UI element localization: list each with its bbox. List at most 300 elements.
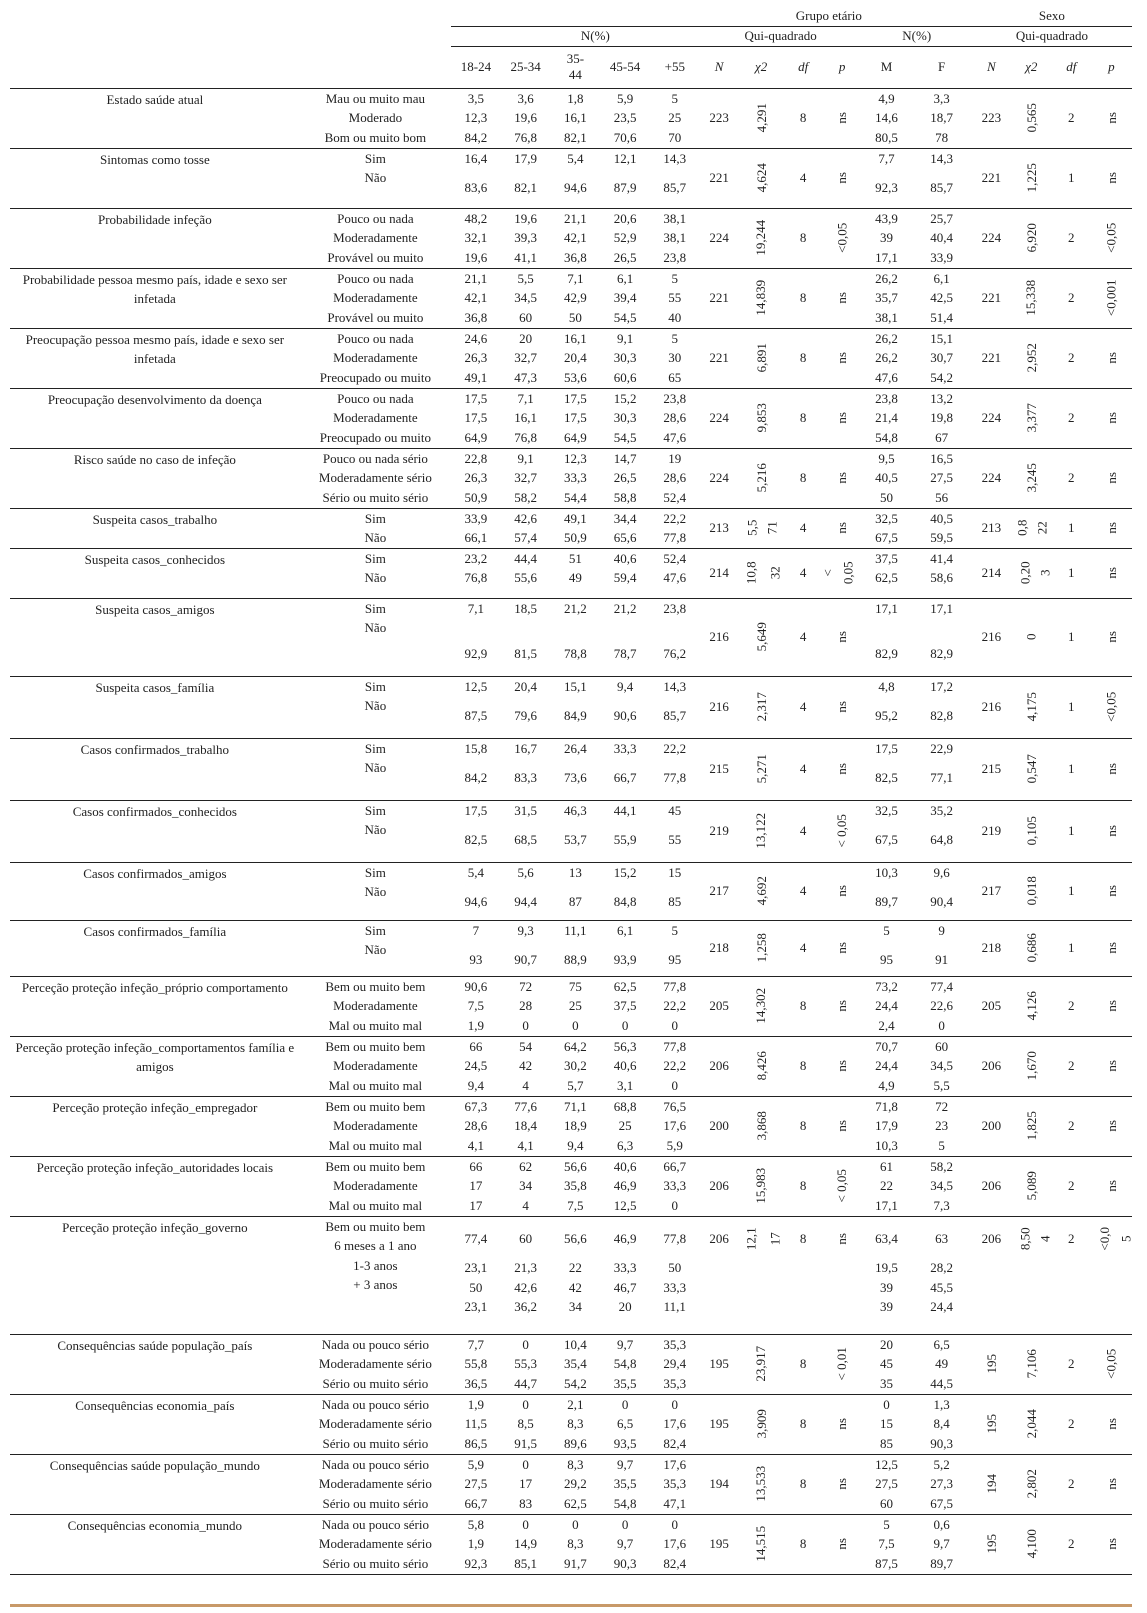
col-25-34: 25-34 [510, 59, 541, 74]
sex-stat-chi2-cell [1011, 1514, 1052, 1574]
sex-stat-df: 2 [1068, 350, 1075, 366]
age-stat-p-cell [823, 388, 862, 448]
age-value-cell [650, 862, 700, 920]
sex-stat-df: 2 [1068, 470, 1075, 486]
age-value: 11,5 [464, 1416, 488, 1432]
sex-value: 18,7 [930, 110, 953, 126]
category-list [300, 862, 451, 920]
sex-stat-chi2: 0 [1023, 633, 1039, 641]
col-35-44-bottom: 44 [568, 67, 582, 82]
sex-stat-df: 1 [1068, 883, 1075, 899]
age-value: 62,5 [613, 978, 637, 994]
sex-stat-n-cell [972, 738, 1011, 800]
sex-value-cell [862, 1036, 912, 1096]
sex-value: 67,5 [875, 530, 898, 546]
age-value: 53,7 [563, 832, 587, 848]
age-stat-chi2: 19,244 [753, 220, 769, 256]
variable-name [10, 1156, 300, 1216]
age-value: 0 [671, 1077, 679, 1093]
sex-stat-chi2-cell [1011, 548, 1052, 598]
category-label: Pouco ou nada [337, 390, 414, 406]
sex-stat-df: 1 [1068, 170, 1075, 186]
age-value: 44,4 [514, 550, 538, 566]
age-value: 14,7 [613, 450, 637, 466]
age-value: 15 [668, 864, 682, 880]
sex-stat-p-cell [1091, 1036, 1132, 1096]
age-stat-chi2-cell [739, 976, 784, 1036]
age-value-cell [650, 1036, 700, 1096]
age-value: 35,5 [613, 1476, 637, 1492]
sex-value: 1,3 [933, 1396, 950, 1412]
age-value: 8,5 [517, 1416, 534, 1432]
age-value-cell [551, 1216, 601, 1334]
age-value: 47,1 [663, 1495, 687, 1511]
age-value-cell [451, 1394, 501, 1454]
age-value: 35,8 [563, 1178, 587, 1194]
sex-value-cell [862, 800, 912, 862]
age-value-cell [451, 88, 501, 148]
sex-value: 17,5 [875, 740, 898, 756]
sex-stat-p: <0,0 [1097, 1226, 1113, 1251]
age-value: 82,4 [663, 1435, 687, 1451]
age-stat-n-cell [700, 1096, 739, 1156]
sex-value: 24,4 [875, 1058, 898, 1074]
age-stat-n: 219 [709, 823, 729, 839]
sex-stat-n-cell [972, 448, 1011, 508]
age-stat-df-cell [784, 800, 823, 862]
age-stat-df: 8 [799, 410, 807, 426]
sex-stat-chi2: 0,565 [1023, 103, 1039, 133]
age-value: 22,2 [663, 998, 687, 1014]
variable-name [10, 508, 300, 548]
variable-label: Consequências saúde população_país [57, 1337, 253, 1353]
age-value: 46,3 [563, 802, 587, 818]
age-value: 94,6 [464, 894, 488, 910]
sex-value: 45,5 [930, 1279, 953, 1295]
age-value-cell [501, 328, 551, 388]
sex-stat-n-cell [972, 1514, 1011, 1574]
age-stat-df-cell [784, 448, 823, 508]
sex-value: 9 [938, 922, 945, 938]
age-value: 46,9 [613, 1178, 637, 1194]
header-age-group: Grupo etário [795, 7, 862, 23]
age-value-cell [551, 1514, 601, 1574]
age-value-cell [551, 862, 601, 920]
sex-stat-p-cell [1091, 1514, 1132, 1574]
sex-value: 95 [879, 952, 893, 968]
sex-stat-df: 2 [1068, 1178, 1075, 1194]
age-stat-df-cell [784, 738, 823, 800]
age-value: 64,2 [563, 1038, 587, 1054]
sex-value: 26,2 [875, 350, 898, 366]
sex-stat-df: 1 [1068, 823, 1075, 839]
age-value: 84,9 [563, 708, 587, 724]
age-stat-chi2: 5,216 [753, 463, 769, 493]
sex-value: 2,4 [878, 1017, 895, 1033]
sex-stat-p: <0,05 [1103, 1349, 1119, 1380]
age-stat-p-cell [823, 1514, 862, 1574]
age-value-cell [451, 598, 501, 676]
age-value: 17,6 [663, 1118, 687, 1134]
sex-stat-df-cell [1052, 738, 1091, 800]
age-stat-df: 4 [799, 823, 807, 839]
sex-value-cell [911, 1334, 972, 1394]
age-value: 6,1 [616, 270, 634, 286]
age-value: 45 [668, 802, 682, 818]
sex-value: 9,6 [933, 864, 950, 880]
table-row [10, 800, 1132, 862]
sex-value: 26,2 [875, 330, 898, 346]
variable-name [10, 448, 300, 508]
age-value: 18,4 [514, 1118, 538, 1134]
age-value: 0 [522, 1336, 529, 1352]
age-stat-n: 206 [709, 1230, 729, 1246]
sex-stat-chi2: 2,044 [1023, 1409, 1039, 1439]
sex-value-cell [911, 862, 972, 920]
sex-stat-chi2: 15,338 [1023, 280, 1039, 316]
category-label: Mal ou muito mal [328, 1077, 423, 1093]
age-value: 76,8 [514, 129, 538, 145]
sex-value: 58,2 [930, 1158, 953, 1174]
sex-stat-chi2: 4,126 [1023, 991, 1039, 1021]
age-value: 93 [469, 952, 483, 968]
age-value: 44,7 [514, 1375, 538, 1391]
sex-stat-p: ns [1103, 763, 1119, 775]
sex-stat-df-cell [1052, 268, 1091, 328]
sex-stat-chi2-overflow: 4 [1037, 1235, 1053, 1242]
age-value: 42,1 [563, 230, 587, 246]
age-value-cell [600, 676, 650, 738]
age-value: 17 [469, 1197, 483, 1213]
variable-label: Suspeita casos_amigos [95, 601, 215, 617]
sex-stat-p: <0,05 [1103, 692, 1119, 723]
age-value: 87,5 [464, 708, 488, 724]
sex-value-cell [911, 508, 972, 548]
sex-value: 61 [879, 1158, 893, 1174]
age-stat-n: 223 [709, 110, 729, 126]
sex-value-cell [911, 548, 972, 598]
age-stat-chi2: 14,302 [753, 988, 769, 1025]
age-value: 22,2 [663, 740, 687, 756]
age-value: 0 [671, 1396, 679, 1412]
age-value-cell [451, 738, 501, 800]
sex-value: 33,9 [930, 249, 953, 265]
age-value: 18,5 [514, 600, 538, 616]
age-stat-n-cell [700, 328, 739, 388]
age-stat-df-cell [784, 598, 823, 676]
age-value: 33,3 [563, 470, 587, 486]
category-list [300, 800, 451, 862]
age-value: 5 [671, 330, 679, 346]
age-stat-n-cell [700, 920, 739, 976]
age-stat-n: 221 [709, 290, 729, 306]
sex-value-cell [862, 88, 912, 148]
sex-value: 63 [935, 1230, 949, 1246]
sex-value: 39 [879, 230, 893, 246]
age-value-cell [600, 1394, 650, 1454]
sex-stat-chi2-cell [1011, 148, 1052, 208]
age-stat-p: < 0,01 [834, 1347, 850, 1381]
variable-label: Preocupação pessoa mesmo país, idade e sexo ser infetada [25, 331, 285, 367]
sex-stat-df: 2 [1068, 1476, 1075, 1492]
age-value: 9,4 [467, 1077, 485, 1093]
sex-value-cell [911, 388, 972, 448]
sex-value: 15 [879, 1416, 893, 1432]
sex-stat-chi2-wrapped [1014, 518, 1049, 538]
age-value: 51 [568, 550, 582, 566]
age-value-cell [600, 328, 650, 388]
category-label: Moderadamente [333, 1118, 418, 1134]
age-value: 14,3 [663, 150, 687, 166]
sex-stat-df: 2 [1068, 1536, 1075, 1552]
age-value-cell [451, 448, 501, 508]
age-value: 10,4 [563, 1336, 587, 1352]
age-stat-p: ns [834, 1120, 850, 1132]
table-row [10, 1156, 1132, 1216]
age-value: 0 [621, 1017, 629, 1033]
age-value: 36,8 [563, 249, 587, 265]
age-value: 6,3 [616, 1137, 634, 1153]
age-stat-p: ns [834, 472, 850, 484]
age-value: 5,5 [517, 270, 534, 286]
sex-stat-p-cell [1091, 388, 1132, 448]
age-value-cell [650, 448, 700, 508]
sex-value: 10,3 [875, 1137, 898, 1153]
sex-stat-chi2: 4,100 [1023, 1529, 1039, 1559]
age-stat-chi2: 14,515 [753, 1526, 769, 1563]
table-row [10, 448, 1132, 508]
table-row [10, 1096, 1132, 1156]
age-stat-df: 8 [799, 470, 807, 486]
age-value: 76,2 [663, 646, 687, 662]
age-value: 19,6 [514, 210, 538, 226]
age-value: 84,8 [613, 894, 637, 910]
age-value: 25 [618, 1118, 632, 1134]
sex-stat-df-cell [1052, 976, 1091, 1036]
category-label: Mal ou muito mal [328, 1017, 423, 1033]
variable-label: Casos confirmados_família [83, 923, 227, 939]
table-row [10, 976, 1132, 1036]
age-stat-df-cell [784, 88, 823, 148]
age-value: 17,6 [663, 1536, 687, 1552]
variable-name [10, 548, 300, 598]
variable-name [10, 920, 300, 976]
category-label: Moderado [348, 110, 403, 126]
sex-value-cell [862, 920, 912, 976]
age-stat-p-cell [823, 738, 862, 800]
age-value-cell [551, 1334, 601, 1394]
age-value: 23,2 [464, 550, 488, 566]
age-stat-chi2: 5,649 [753, 622, 769, 652]
age-stat-n-cell [700, 208, 739, 268]
sex-stat-chi2-cell [1011, 388, 1052, 448]
age-value: 95 [668, 952, 682, 968]
age-value: 23,8 [663, 249, 687, 265]
age-value: 5,7 [567, 1077, 584, 1093]
age-value-cell [650, 1394, 700, 1454]
age-value: 7,5 [567, 1197, 584, 1213]
age-value-cell [501, 388, 551, 448]
age-value-cell [600, 862, 650, 920]
age-value: 41,1 [514, 249, 538, 265]
table-row [10, 88, 1132, 148]
sex-value-cell [911, 1216, 972, 1334]
sex-stat-p-cell [1091, 1334, 1132, 1394]
age-value: 11,1 [564, 922, 587, 938]
age-value-cell [650, 88, 700, 148]
category-label: Pouco ou nada [337, 270, 414, 286]
sex-stat-n: 218 [981, 940, 1002, 956]
sex-value: 27,3 [930, 1476, 953, 1492]
sex-value-cell [911, 738, 972, 800]
table-row [10, 1036, 1132, 1096]
age-value: 9,4 [567, 1137, 584, 1153]
age-value: 16,7 [514, 740, 538, 756]
age-value-cell [551, 508, 601, 548]
age-value: 47,3 [514, 369, 538, 385]
sex-value: 19,8 [930, 410, 953, 426]
age-value: 28,6 [663, 470, 687, 486]
sex-stat-n: 221 [981, 170, 1002, 186]
category-label: Bem ou muito bem [325, 978, 426, 994]
age-value: 66 [469, 1038, 483, 1054]
age-value-cell [600, 448, 650, 508]
age-value: 0 [671, 1017, 679, 1033]
category-label: Mal ou muito mal [328, 1197, 423, 1213]
sex-value: 17,9 [875, 1118, 898, 1134]
age-value-cell [600, 88, 650, 148]
age-value: 17,6 [663, 1456, 687, 1472]
age-stat-n-cell [700, 1156, 739, 1216]
age-stat-p-cell [823, 1216, 862, 1334]
col-age-df: df [798, 59, 809, 74]
age-value: 9,7 [616, 1336, 634, 1352]
results-table [10, 6, 1132, 1575]
age-stat-chi2-wrapped [740, 1229, 782, 1249]
age-value: 22 [568, 1260, 582, 1276]
age-value: 5,9 [666, 1137, 683, 1153]
age-value: 59,4 [613, 570, 637, 586]
sex-stat-p-cell [1091, 598, 1132, 676]
sex-stat-n-cell [972, 1156, 1011, 1216]
age-stat-df-cell [784, 208, 823, 268]
category-label: Bom ou muito bom [324, 129, 427, 145]
age-value: 42 [519, 1058, 533, 1074]
age-value: 82,1 [514, 180, 538, 196]
sex-value-cell [862, 1216, 912, 1334]
sex-stat-p-cell [1091, 208, 1132, 268]
sex-stat-p: ns [1103, 412, 1119, 424]
age-stat-chi2: 3,868 [753, 1111, 769, 1141]
sex-stat-n-cell [972, 1454, 1011, 1514]
sex-value: 22 [879, 1178, 893, 1194]
category-list [300, 208, 451, 268]
variable-name [10, 676, 300, 738]
sex-value: 40,5 [875, 470, 898, 486]
age-stat-p: ns [834, 1538, 850, 1550]
category-label: Moderadamente [333, 290, 418, 306]
sex-value: 56 [935, 489, 949, 505]
age-value-cell [650, 388, 700, 448]
table-row [10, 388, 1132, 448]
category-label: Sério ou muito sério [322, 1375, 429, 1391]
age-value-cell [451, 1036, 501, 1096]
age-stat-n: 218 [709, 940, 729, 956]
age-value: 0 [572, 1516, 579, 1532]
age-value: 30,2 [563, 1058, 587, 1074]
age-value: 78,7 [613, 646, 637, 662]
age-value-cell [650, 508, 700, 548]
age-value: 16,1 [514, 410, 538, 426]
age-value-cell [451, 1216, 501, 1334]
age-value: 5,9 [616, 90, 634, 106]
sex-stat-chi2-cell [1011, 448, 1052, 508]
age-stat-df: 8 [799, 1416, 807, 1432]
age-stat-df-cell [784, 268, 823, 328]
sex-stat-df: 2 [1068, 1230, 1075, 1246]
category-label: Nada ou pouco sério [321, 1456, 429, 1472]
age-value: 7 [472, 922, 480, 938]
sex-value-cell [862, 676, 912, 738]
sex-value: 17,1 [875, 600, 898, 616]
age-value-cell [551, 1454, 601, 1514]
variable-label: Probabilidade infeção [98, 211, 212, 227]
category-list [300, 1096, 451, 1156]
age-value: 44,1 [613, 802, 637, 818]
sex-stat-p: <0,001 [1103, 279, 1119, 317]
age-value: 17,5 [563, 410, 587, 426]
sex-value: 54,8 [875, 429, 898, 445]
variable-name [10, 862, 300, 920]
sex-value-cell [862, 148, 912, 208]
age-stat-df-cell [784, 508, 823, 548]
table-row [10, 598, 1132, 676]
age-stat-n-cell [700, 1394, 739, 1454]
age-stat-chi2-cell [739, 738, 784, 800]
age-value: 33,3 [613, 1260, 637, 1276]
sex-value: 15,1 [930, 330, 953, 346]
sex-stat-p: ns [1103, 1478, 1119, 1490]
age-value-cell [650, 676, 700, 738]
age-value: 15,2 [613, 390, 637, 406]
sex-value-cell [862, 1156, 912, 1216]
sex-value: 22,6 [930, 998, 953, 1014]
age-value-cell [501, 1394, 551, 1454]
age-value: 93,5 [613, 1435, 637, 1451]
age-value-cell [600, 1334, 650, 1394]
age-value: 7,7 [467, 1336, 485, 1352]
age-value: 54,8 [613, 1356, 637, 1372]
header-sex-chi: Qui-quadrado [972, 26, 1132, 46]
sex-stat-n-cell [972, 88, 1011, 148]
sex-value: 0 [938, 1017, 945, 1033]
sex-value: 17,2 [930, 678, 953, 694]
age-value: 5,4 [567, 150, 584, 166]
age-stat-chi2: 5,271 [753, 754, 769, 784]
age-value: 42,9 [563, 290, 587, 306]
sex-value: 92,3 [875, 180, 898, 196]
category-label: 6 meses a 1 ano [334, 1238, 417, 1254]
category-label: + 3 anos [353, 1277, 398, 1293]
age-stat-df: 8 [799, 998, 807, 1014]
sex-value: 45 [879, 1356, 893, 1372]
sex-stat-df: 2 [1068, 1058, 1075, 1074]
age-stat-chi2-cell [739, 1454, 784, 1514]
age-value: 65 [668, 369, 682, 385]
col-18-24: 18-24 [460, 59, 492, 74]
sex-value-cell [911, 448, 972, 508]
age-value: 11,1 [663, 1299, 686, 1315]
